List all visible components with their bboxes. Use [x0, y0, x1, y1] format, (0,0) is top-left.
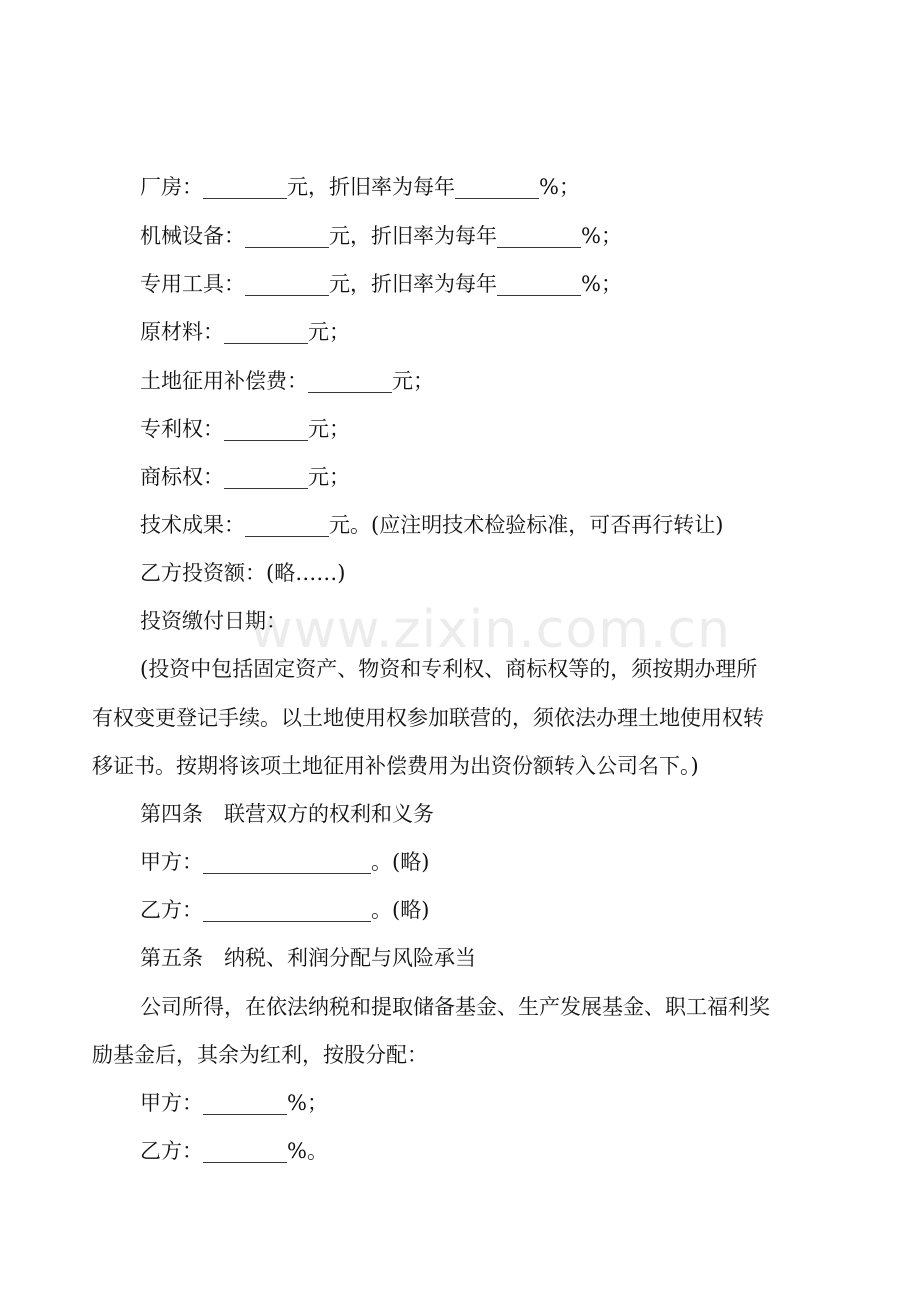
line-party-a-rights: 甲方：________________。(略): [140, 850, 430, 874]
line-land-compensation: 土地征用补偿费：________元；: [140, 369, 434, 393]
para-note-line-1: (投资中包括固定资产、物资和专利权、商标权等的，须按期办理所: [140, 657, 758, 681]
article-4-heading: 第四条 联营双方的权利和义务: [140, 802, 434, 826]
line-party-b-investment: 乙方投资额：(略……): [140, 561, 346, 585]
watermark: www.zixin.com.cn: [250, 600, 731, 660]
line-technology: 技术成果：________元。(应注明技术检验标准，可否再行转让): [140, 513, 724, 537]
article-5-heading: 第五条 纳税、利润分配与风险承当: [140, 946, 476, 970]
line-factory: 厂房：________元，折旧率为每年________%；: [140, 175, 580, 199]
line-patent: 专利权：________元；: [140, 417, 350, 441]
line-party-b-rights: 乙方：________________。(略): [140, 898, 430, 922]
line-party-a-share: 甲方：________%；: [140, 1091, 328, 1115]
line-raw-materials: 原材料：________元；: [140, 320, 350, 344]
line-party-b-share: 乙方：________%。: [140, 1139, 328, 1163]
line-special-tools: 专用工具：________元，折旧率为每年________%；: [140, 272, 622, 296]
para-note-line-2: 有权变更登记手续。以土地使用权参加联营的，须依法办理土地使用权转: [92, 706, 764, 730]
line-payment-date: 投资缴付日期：: [140, 609, 287, 633]
line-machinery: 机械设备：________元，折旧率为每年________%；: [140, 224, 622, 248]
para-note-line-3: 移证书。按期将该项土地征用补偿费用为出资份额转入公司名下。): [92, 754, 699, 778]
para-profit-line-1: 公司所得，在依法纳税和提取储备基金、生产发展基金、职工福利奖: [140, 995, 770, 1019]
para-profit-line-2: 励基金后，其余为红利，按股分配：: [92, 1043, 428, 1067]
line-trademark: 商标权：________元；: [140, 465, 350, 489]
